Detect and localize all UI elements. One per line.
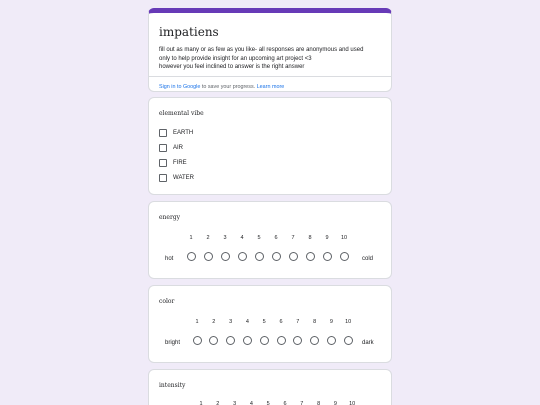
checkbox-option-earth[interactable]: [159, 128, 193, 137]
scale-radio-7[interactable]: [289, 252, 298, 261]
question-card-color: [148, 285, 392, 363]
scale-number: 1: [199, 401, 203, 405]
scale-radio-9[interactable]: [323, 252, 332, 261]
scale-radio-3[interactable]: [226, 336, 235, 345]
scale-number: 5: [262, 319, 266, 325]
checkbox[interactable]: [159, 159, 167, 167]
scale-radio-2[interactable]: [204, 252, 213, 261]
scale-radio-1[interactable]: [187, 252, 196, 261]
checkbox-label: WATER: [173, 174, 194, 181]
checkbox[interactable]: [159, 129, 167, 137]
scale-radio-8[interactable]: [306, 252, 315, 261]
scale-number: 1: [195, 319, 199, 325]
scale-number: 10: [340, 235, 348, 241]
question-card-intensity: [148, 369, 392, 405]
description-line: however you feel inclined to answer is the right answer: [159, 64, 305, 70]
checkbox-option-air[interactable]: [159, 143, 183, 152]
scale-number: 7: [291, 235, 295, 241]
scale-high-label: dark: [362, 340, 374, 346]
scale-radio-4[interactable]: [238, 252, 247, 261]
form-description: [159, 46, 383, 72]
scale-radio-7[interactable]: [293, 336, 302, 345]
scale-low-label: bright: [165, 340, 181, 346]
question-card-energy: [148, 201, 392, 279]
scale-number: 1: [189, 235, 193, 241]
scale-number: 4: [245, 319, 249, 325]
scale-number: 6: [279, 319, 283, 325]
scale-radio-8[interactable]: [310, 336, 319, 345]
scale-radio-10[interactable]: [340, 252, 349, 261]
scale-radio-5[interactable]: [260, 336, 269, 345]
scale-radio-6[interactable]: [272, 252, 281, 261]
signin-notice: [159, 84, 284, 90]
header-divider: [149, 76, 391, 77]
scale-number: 3: [229, 319, 233, 325]
question-title: intensity: [159, 382, 186, 389]
checkbox[interactable]: [159, 174, 167, 182]
scale-radio-1[interactable]: [193, 336, 202, 345]
scale-number: 2: [212, 319, 216, 325]
checkbox-label: FIRE: [173, 159, 187, 166]
scale-number: 6: [274, 235, 278, 241]
scale-number: 3: [223, 235, 227, 241]
question-title: color: [159, 298, 175, 305]
scale-high-label: cold: [362, 256, 374, 262]
scale-radio-3[interactable]: [221, 252, 230, 261]
scale-low-label: hot: [165, 256, 174, 262]
scale-number: 10: [349, 401, 356, 405]
scale-number: 9: [325, 235, 329, 241]
checkbox-option-water[interactable]: [159, 173, 194, 182]
checkbox[interactable]: [159, 144, 167, 152]
form-title: impatiens: [159, 25, 219, 39]
question-title: elemental vibe: [159, 110, 204, 117]
scale-number: 9: [329, 319, 333, 325]
scale-radio-2[interactable]: [209, 336, 218, 345]
checkbox-option-fire[interactable]: [159, 158, 187, 167]
question-card-elemental: [148, 97, 392, 195]
scale-radio-9[interactable]: [327, 336, 336, 345]
scale-number: 8: [317, 401, 321, 405]
scale-number: 8: [313, 319, 317, 325]
scale-number: 6: [283, 401, 287, 405]
checkbox-label: EARTH: [173, 129, 194, 136]
scale-number: 3: [233, 401, 237, 405]
scale-number: 5: [257, 235, 261, 241]
scale-radio-10[interactable]: [344, 336, 353, 345]
scale-number: 4: [249, 401, 253, 405]
scale-number: 8: [308, 235, 312, 241]
scale-number: 2: [216, 401, 220, 405]
scale-radio-4[interactable]: [243, 336, 252, 345]
scale-number: 7: [300, 401, 304, 405]
scale-number: 2: [206, 235, 210, 241]
learn-more-link[interactable]: Learn more: [256, 84, 285, 90]
question-title: energy: [159, 214, 181, 221]
scale-radio-6[interactable]: [277, 336, 286, 345]
scale-radio-5[interactable]: [255, 252, 264, 261]
description-line: fill out as many or as few as you like- all responses are anonymous and used: [159, 47, 364, 53]
scale-number: 9: [333, 401, 337, 405]
form-header-card: [148, 8, 392, 92]
description-line: only to help provide insight for an upcoming art project <3: [159, 55, 312, 62]
scale-number: 7: [296, 319, 300, 325]
signin-text: to save your progress.: [200, 84, 257, 90]
scale-number: 4: [240, 235, 244, 241]
checkbox-label: AIR: [173, 144, 184, 151]
scale-number: 10: [345, 319, 352, 325]
signin-link[interactable]: Sign in to Google: [159, 84, 201, 90]
scale-number: 5: [266, 401, 270, 405]
